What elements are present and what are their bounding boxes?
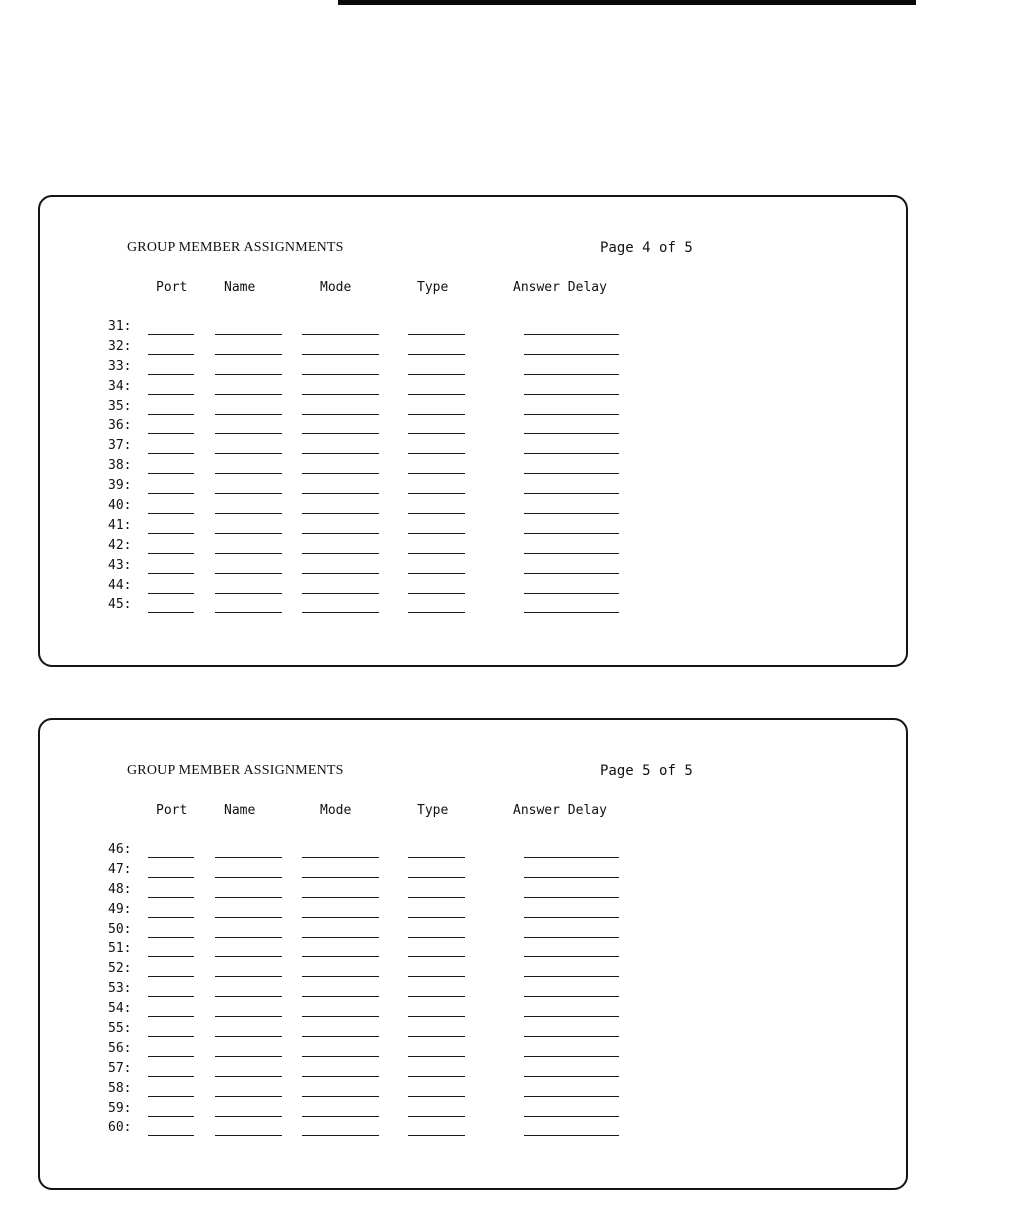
port-field[interactable] — [148, 593, 194, 594]
column-header-type: Type — [417, 803, 449, 818]
port-field[interactable] — [148, 414, 194, 415]
answer-delay-field[interactable] — [524, 573, 619, 574]
row-number: 42: — [108, 537, 132, 553]
port-field[interactable] — [148, 1116, 194, 1117]
name-field[interactable] — [215, 354, 282, 355]
type-field[interactable] — [408, 334, 465, 335]
type-field[interactable] — [408, 877, 465, 878]
name-field[interactable] — [215, 414, 282, 415]
name-field[interactable] — [215, 1116, 282, 1117]
column-header-port: Port — [156, 280, 188, 295]
screen-page-4 — [38, 195, 908, 667]
row-number: 50: — [108, 921, 132, 937]
port-field[interactable] — [148, 1096, 194, 1097]
answer-delay-field[interactable] — [524, 593, 619, 594]
port-field[interactable] — [148, 917, 194, 918]
name-field[interactable] — [215, 453, 282, 454]
mode-field[interactable] — [302, 1056, 379, 1057]
answer-delay-field[interactable] — [524, 877, 619, 878]
mode-field[interactable] — [302, 877, 379, 878]
port-field[interactable] — [148, 433, 194, 434]
type-field[interactable] — [408, 1016, 465, 1017]
name-field[interactable] — [215, 897, 282, 898]
column-header-answer-delay: Answer Delay — [513, 803, 607, 818]
answer-delay-field[interactable] — [524, 374, 619, 375]
mode-field[interactable] — [302, 374, 379, 375]
name-field[interactable] — [215, 533, 282, 534]
row-number: 35: — [108, 398, 132, 414]
port-field[interactable] — [148, 996, 194, 997]
row-number: 58: — [108, 1080, 132, 1096]
row-number: 59: — [108, 1100, 132, 1116]
row-number: 57: — [108, 1060, 132, 1076]
name-field[interactable] — [215, 917, 282, 918]
name-field[interactable] — [215, 473, 282, 474]
port-field[interactable] — [148, 1056, 194, 1057]
page-total: 5 — [684, 240, 693, 256]
mode-field[interactable] — [302, 937, 379, 938]
page-total: 5 — [684, 763, 693, 779]
mode-field[interactable] — [302, 334, 379, 335]
top-rule — [338, 0, 916, 5]
port-field[interactable] — [148, 394, 194, 395]
mode-field[interactable] — [302, 956, 379, 957]
answer-delay-field[interactable] — [524, 1135, 619, 1136]
name-field[interactable] — [215, 1036, 282, 1037]
answer-delay-field[interactable] — [524, 956, 619, 957]
port-field[interactable] — [148, 897, 194, 898]
type-field[interactable] — [408, 857, 465, 858]
type-field[interactable] — [408, 1096, 465, 1097]
mode-field[interactable] — [302, 354, 379, 355]
type-field[interactable] — [408, 533, 465, 534]
type-field[interactable] — [408, 493, 465, 494]
type-field[interactable] — [408, 394, 465, 395]
type-field[interactable] — [408, 956, 465, 957]
type-field[interactable] — [408, 473, 465, 474]
column-header-type: Type — [417, 280, 449, 295]
name-field[interactable] — [215, 937, 282, 938]
row-number: 37: — [108, 438, 132, 454]
port-field[interactable] — [148, 1036, 194, 1037]
row-number: 40: — [108, 498, 132, 514]
row-number: 56: — [108, 1040, 132, 1056]
mode-field[interactable] — [302, 513, 379, 514]
name-field[interactable] — [215, 553, 282, 554]
name-field[interactable] — [215, 1016, 282, 1017]
type-field[interactable] — [408, 937, 465, 938]
row-number: 36: — [108, 418, 132, 434]
screen-page-5 — [38, 718, 908, 1190]
mode-field[interactable] — [302, 1016, 379, 1017]
answer-delay-field[interactable] — [524, 493, 619, 494]
name-field[interactable] — [215, 513, 282, 514]
type-field[interactable] — [408, 374, 465, 375]
answer-delay-field[interactable] — [524, 612, 619, 613]
type-field[interactable] — [408, 414, 465, 415]
mode-field[interactable] — [302, 1076, 379, 1077]
port-field[interactable] — [148, 453, 194, 454]
row-number: 32: — [108, 338, 132, 354]
answer-delay-field[interactable] — [524, 976, 619, 977]
type-field[interactable] — [408, 573, 465, 574]
page-of: of — [659, 763, 676, 779]
column-header-mode: Mode — [320, 280, 352, 295]
name-field[interactable] — [215, 976, 282, 977]
answer-delay-field[interactable] — [524, 513, 619, 514]
row-number: 47: — [108, 861, 132, 877]
type-field[interactable] — [408, 433, 465, 434]
row-number: 31: — [108, 319, 132, 334]
row-number: 33: — [108, 358, 132, 374]
page-word: Page — [600, 240, 634, 256]
row-number: 54: — [108, 1001, 132, 1017]
mode-field[interactable] — [302, 612, 379, 613]
name-field[interactable] — [215, 394, 282, 395]
port-field[interactable] — [148, 573, 194, 574]
answer-delay-field[interactable] — [524, 1076, 619, 1077]
port-field[interactable] — [148, 334, 194, 335]
column-header-name: Name — [224, 280, 256, 295]
name-field[interactable] — [215, 1056, 282, 1057]
row-number: 38: — [108, 458, 132, 474]
page-current: 4 — [642, 240, 651, 256]
page-of: of — [659, 240, 676, 256]
page-indicator — [600, 240, 693, 256]
port-field[interactable] — [148, 1016, 194, 1017]
port-field[interactable] — [148, 493, 194, 494]
row-number: 44: — [108, 577, 132, 593]
answer-delay-field[interactable] — [524, 1016, 619, 1017]
answer-delay-field[interactable] — [524, 394, 619, 395]
type-field[interactable] — [408, 1076, 465, 1077]
port-field[interactable] — [148, 937, 194, 938]
column-header-mode: Mode — [320, 803, 352, 818]
answer-delay-field[interactable] — [524, 473, 619, 474]
mode-field[interactable] — [302, 533, 379, 534]
name-field[interactable] — [215, 1076, 282, 1077]
port-field[interactable] — [148, 1076, 194, 1077]
name-field[interactable] — [215, 956, 282, 957]
port-field[interactable] — [148, 513, 194, 514]
answer-delay-field[interactable] — [524, 533, 619, 534]
answer-delay-field[interactable] — [524, 334, 619, 335]
type-field[interactable] — [408, 513, 465, 514]
mode-field[interactable] — [302, 897, 379, 898]
mode-field[interactable] — [302, 453, 379, 454]
type-field[interactable] — [408, 453, 465, 454]
port-field[interactable] — [148, 857, 194, 858]
mode-field[interactable] — [302, 433, 379, 434]
mode-field[interactable] — [302, 996, 379, 997]
mode-field[interactable] — [302, 593, 379, 594]
type-field[interactable] — [408, 996, 465, 997]
type-field[interactable] — [408, 553, 465, 554]
port-field[interactable] — [148, 473, 194, 474]
screen-title: GROUP MEMBER ASSIGNMENTS — [127, 763, 344, 778]
mode-field[interactable] — [302, 573, 379, 574]
mode-field[interactable] — [302, 553, 379, 554]
row-number: 52: — [108, 961, 132, 977]
type-field[interactable] — [408, 976, 465, 977]
mode-field[interactable] — [302, 1036, 379, 1037]
port-field[interactable] — [148, 1135, 194, 1136]
type-field[interactable] — [408, 612, 465, 613]
type-field[interactable] — [408, 354, 465, 355]
port-field[interactable] — [148, 533, 194, 534]
column-header-answer-delay: Answer Delay — [513, 280, 607, 295]
answer-delay-field[interactable] — [524, 1036, 619, 1037]
mode-field[interactable] — [302, 1116, 379, 1117]
mode-field[interactable] — [302, 1135, 379, 1136]
name-field[interactable] — [215, 374, 282, 375]
name-field[interactable] — [215, 612, 282, 613]
port-field[interactable] — [148, 553, 194, 554]
name-field[interactable] — [215, 493, 282, 494]
type-field[interactable] — [408, 1056, 465, 1057]
row-number: 41: — [108, 517, 132, 533]
port-field[interactable] — [148, 877, 194, 878]
port-field[interactable] — [148, 354, 194, 355]
answer-delay-field[interactable] — [524, 937, 619, 938]
row-number: 46: — [108, 842, 132, 857]
mode-field[interactable] — [302, 976, 379, 977]
name-field[interactable] — [215, 433, 282, 434]
row-number: 34: — [108, 378, 132, 394]
answer-delay-field[interactable] — [524, 354, 619, 355]
row-number: 60: — [108, 1120, 132, 1136]
row-number: 55: — [108, 1021, 132, 1037]
answer-delay-field[interactable] — [524, 1116, 619, 1117]
mode-field[interactable] — [302, 917, 379, 918]
answer-delay-field[interactable] — [524, 1056, 619, 1057]
mode-field[interactable] — [302, 414, 379, 415]
name-field[interactable] — [215, 857, 282, 858]
page-current: 5 — [642, 763, 651, 779]
answer-delay-field[interactable] — [524, 857, 619, 858]
page-indicator — [600, 763, 693, 779]
answer-delay-field[interactable] — [524, 897, 619, 898]
row-number: 49: — [108, 901, 132, 917]
type-field[interactable] — [408, 917, 465, 918]
answer-delay-field[interactable] — [524, 453, 619, 454]
name-field[interactable] — [215, 593, 282, 594]
type-field[interactable] — [408, 593, 465, 594]
row-number: 53: — [108, 981, 132, 997]
column-header-port: Port — [156, 803, 188, 818]
name-field[interactable] — [215, 1096, 282, 1097]
row-number: 51: — [108, 941, 132, 957]
name-field[interactable] — [215, 573, 282, 574]
answer-delay-field[interactable] — [524, 414, 619, 415]
mode-field[interactable] — [302, 394, 379, 395]
type-field[interactable] — [408, 1036, 465, 1037]
answer-delay-field[interactable] — [524, 433, 619, 434]
type-field[interactable] — [408, 1116, 465, 1117]
row-number: 43: — [108, 557, 132, 573]
answer-delay-field[interactable] — [524, 1096, 619, 1097]
row-number: 48: — [108, 881, 132, 897]
screen-title: GROUP MEMBER ASSIGNMENTS — [127, 240, 344, 255]
type-field[interactable] — [408, 1135, 465, 1136]
port-field[interactable] — [148, 374, 194, 375]
mode-field[interactable] — [302, 1096, 379, 1097]
name-field[interactable] — [215, 334, 282, 335]
port-field[interactable] — [148, 956, 194, 957]
port-field[interactable] — [148, 612, 194, 613]
page-word: Page — [600, 763, 634, 779]
name-field[interactable] — [215, 877, 282, 878]
name-field[interactable] — [215, 1135, 282, 1136]
row-number: 45: — [108, 597, 132, 613]
answer-delay-field[interactable] — [524, 996, 619, 997]
answer-delay-field[interactable] — [524, 553, 619, 554]
column-header-name: Name — [224, 803, 256, 818]
port-field[interactable] — [148, 976, 194, 977]
answer-delay-field[interactable] — [524, 917, 619, 918]
type-field[interactable] — [408, 897, 465, 898]
mode-field[interactable] — [302, 493, 379, 494]
mode-field[interactable] — [302, 857, 379, 858]
name-field[interactable] — [215, 996, 282, 997]
mode-field[interactable] — [302, 473, 379, 474]
row-number: 39: — [108, 478, 132, 494]
